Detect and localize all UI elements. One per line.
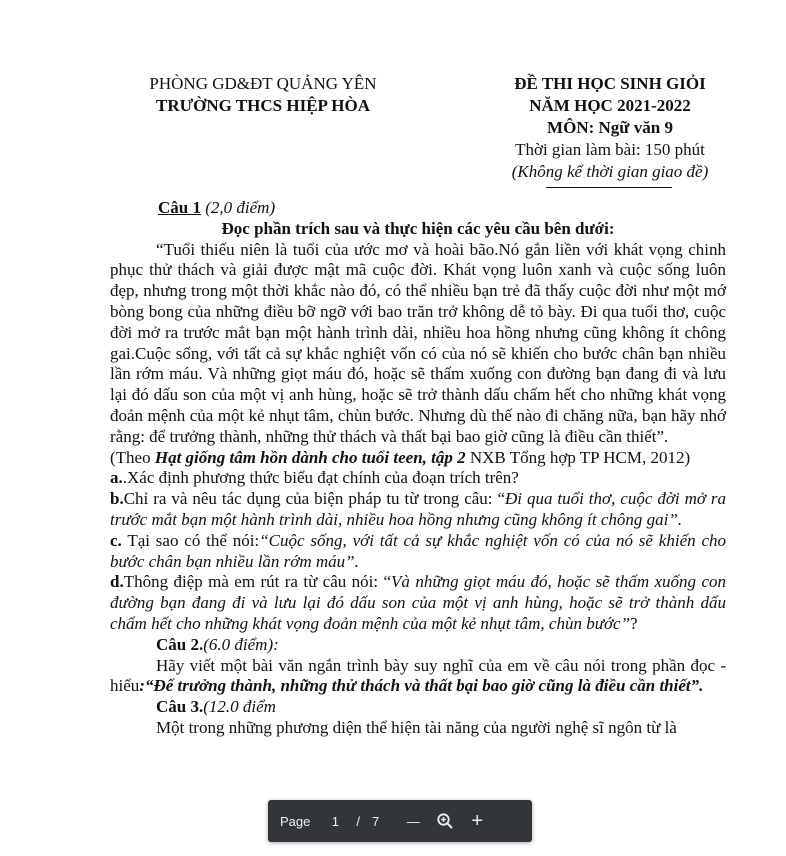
header-left [118,73,408,117]
plus-icon: + [471,809,484,832]
question-1-passage: “Tuổi thiếu niên là tuổi của ước mơ và hoài bão.Nó gắn liền với khát vọng chinh phục thử thách và giải được mật mã cuộc đời. Khát vọng luôn xanh và cuộc sống luôn đẹp, nhưng trong một thời khắc nào đó, có thể nhiều bạn trẻ đã thấy cuộc đời như một mớ bòng bong của những điều bỡ ngỡ với bao trăn trở không dễ tỏ bày. Đi qua tuổi thơ, cuộc đời mở ra trước mắt bạn một hành trình dài, nhiều hoa hồng nhưng cũng không ít chông gai.Cuộc sống, với tất cả sự khắc nghiệt vốn có của nó sẽ khiến cho bước chân bạn nhiều lần rớm máu. Và những giọt máu đó, hoặc sẽ thấm xuống con đường bạn đang đi và lưu lại đó dấu son của một vị anh hùng, hoặc sẽ trở thành dấu chấm hết cho những khát vọng đoản mệnh của một kẻ nhụt tâm, chùn bước. Nhưng dù thế nào đi chăng nữa, bạn hãy nhớ rằng: để trưởng thành, những thử thách và thất bại bao giờ cũng là điều cần thiết”. [110,239,726,446]
question-1-label: Câu 1 [158,198,201,217]
question-1b-label: b. [110,489,124,509]
question-2-heading [110,635,726,656]
zoom-in-button[interactable] [463,807,491,835]
total-pages: 7 [372,813,380,829]
question-1-instruction: Đọc phần trích sau và thực hiện các yêu cầu bên dưới: [221,218,615,238]
question-1d [110,572,726,634]
subject-line [500,117,720,139]
source-publisher: NXB Tổng hợp TP HCM, 2012) [465,447,691,467]
subject-value: Ngữ văn 9 [598,118,673,137]
question-1b-text: Chỉ ra và nêu tác dụng của biện pháp tu từ trong câu: “ [123,489,506,509]
subject-label: MÔN: [547,118,595,137]
source-prefix: (Theo [110,447,155,467]
exam-title: ĐỀ THI HỌC SINH GIỎI [514,74,706,93]
exam-body [110,198,726,739]
zoom-out-button[interactable] [399,807,427,835]
question-1b [110,489,726,531]
current-page-input[interactable]: 1 [331,813,339,829]
school-name: TRƯỜNG THCS HIỆP HÒA [156,96,370,115]
question-1d-quote: Và những giọt máu đó, hoặc sẽ thấm xuống con đường bạn đang đi và lưu lại đó dấu son của một vị anh hùng, hoặc sẽ trở thành dấu chấm hết cho những khát vọng đoản mệnh của một kẻ nhụt tâm, chùn bước” [110,572,726,633]
page-label: Page [280,813,311,829]
question-1d-end: ? [630,613,638,633]
question-1d-label: d. [110,572,124,592]
header-divider [546,187,672,188]
source-title: Hạt giống tâm hồn dành cho tuổi teen, tập 2 [154,447,466,467]
question-2-prompt [110,656,726,698]
question-1a-text: .Xác định phương thức biểu đạt chính của đoạn trích trên? [122,468,519,488]
minus-icon: — [406,813,420,829]
page-separator: / [356,813,360,829]
question-1c [110,531,726,573]
exam-duration: Thời gian làm bài: 150 phút [515,140,705,159]
question-2-label: Câu 2. [156,634,204,654]
question-1-points: (2,0 điểm) [200,198,276,217]
zoom-fit-button[interactable] [431,807,459,835]
question-3-points: (12.0 điểm [203,697,276,717]
question-1d-text: Thông điệp mà em rút ra từ câu nói: “ [123,572,392,592]
question-2-text: Hãy viết một bài văn ngắn trình bày suy nghĩ của em về câu nói trong phần đọc - hiểu [110,655,726,696]
question-1c-label: c. [110,530,122,550]
question-1c-quote: “Cuộc sống, với tất cả sự khắc nghiệt vốn có của nó sẽ khiến cho bước chân bạn nhiều lần rớm máu”. [110,530,726,571]
question-1c-text: Tại sao có thể nói: [121,530,260,550]
pdf-page-toolbar [268,800,532,842]
question-1b-quote: Đi qua tuổi thơ, cuộc đời mở ra trước mắt bạn một hành trình dài, nhiều hoa hồng nhưng cũng không ít chông gai”. [110,489,726,529]
question-1-heading [110,198,726,219]
zoom-magnifier-icon [436,812,454,830]
question-3-heading [110,697,726,718]
question-3-text: Một trong những phương diện thể hiện tài năng của người nghệ sĩ ngôn từ là [156,717,677,737]
question-2-points: (6.0 điểm): [203,634,279,654]
passage-source [110,448,726,469]
duration-note: (Không kể thời gian giao đề) [511,162,709,181]
header-right [500,73,720,183]
question-1a-label: a. [110,468,123,488]
question-1a [110,468,726,489]
school-year: NĂM HỌC 2021-2022 [529,96,691,115]
department-name: PHÒNG GD&ĐT QUẢNG YÊN [149,74,377,93]
question-3-label: Câu 3. [156,697,204,717]
question-2-quote: :“Để trưởng thành, những thử thách và thất bại bao giờ cũng là điều cần thiết”. [139,676,704,696]
